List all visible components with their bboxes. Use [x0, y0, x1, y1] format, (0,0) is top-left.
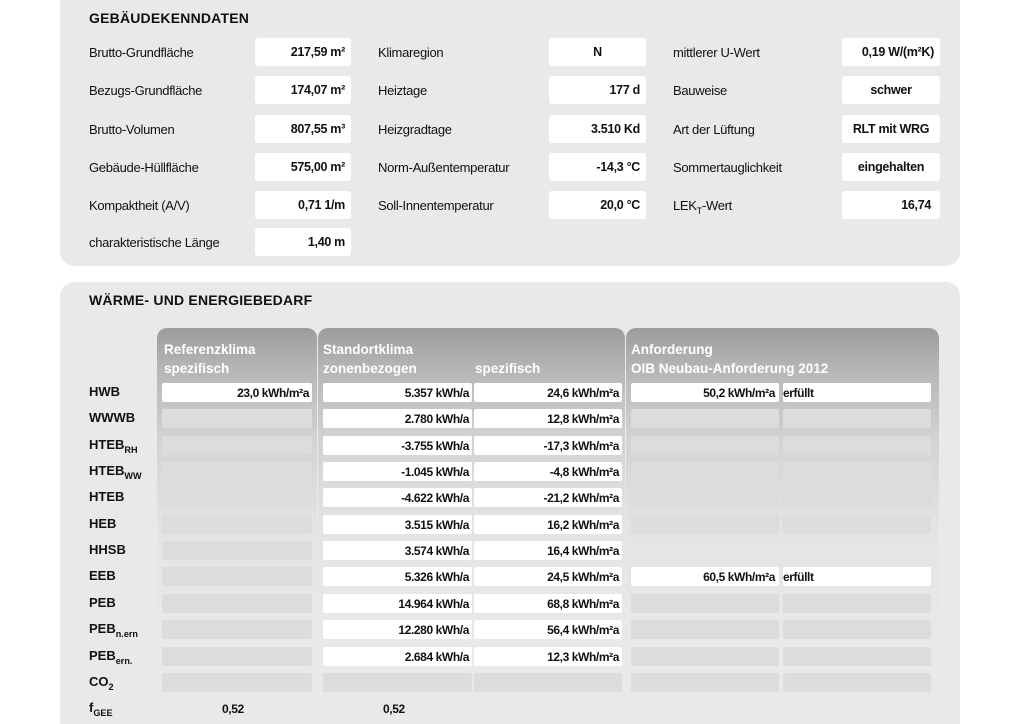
cell-anf: 50,2 kWh/m²a [631, 383, 779, 402]
cell-anf [631, 488, 779, 507]
field-value: -14,3 °C [549, 153, 646, 181]
cell-status [783, 594, 931, 613]
cell-anf [631, 436, 779, 455]
cell-anf [631, 541, 779, 560]
cell-anf [631, 594, 779, 613]
cell-status [783, 620, 931, 639]
anforderung-header [631, 340, 828, 378]
field-value: 177 d [549, 76, 646, 104]
row-label [89, 621, 138, 639]
cell-zon: -4.622 kWh/a [323, 488, 472, 507]
standort-header-line2a: zonenbezogen [323, 361, 417, 376]
field-value: 0,71 1/m [255, 191, 351, 219]
cell-status [783, 673, 931, 692]
cell-ref [162, 462, 312, 481]
field-value: 16,74 [842, 191, 940, 219]
cell-zon [323, 673, 472, 692]
cell-zon: 12.280 kWh/a [323, 620, 472, 639]
field-value: 0,19 W/(m²K) [842, 38, 940, 66]
cell-ref [162, 409, 312, 428]
row-label-sub: ern. [115, 656, 133, 666]
row-label-main: HWB [89, 384, 121, 399]
cell-status [783, 515, 931, 534]
cell-status [783, 699, 931, 718]
cell-status [783, 436, 931, 455]
row-label [89, 648, 133, 666]
cell-zon: 2.780 kWh/a [323, 409, 472, 428]
cell-ref [162, 620, 312, 639]
field-label: mittlerer U-Wert [673, 45, 760, 60]
cell-zon: 5.326 kWh/a [323, 567, 472, 586]
field-label: Brutto-Volumen [89, 122, 175, 137]
field-value: 174,07 m² [255, 76, 351, 104]
row-label-main: HTEB [89, 437, 125, 452]
field-label-tail: -Wert [701, 198, 732, 213]
row-label [89, 674, 114, 692]
cell-anf: 60,5 kWh/m²a [631, 567, 779, 586]
row-label-main: f [89, 700, 94, 715]
row-label [89, 437, 138, 455]
cell-anf [631, 462, 779, 481]
row-label-main: EEB [89, 568, 116, 583]
cell-spez: 24,6 kWh/m²a [474, 383, 622, 402]
cell-anf [631, 409, 779, 428]
field-label: Bezugs-Grundfläche [89, 83, 203, 98]
field-value: 20,0 °C [549, 191, 646, 219]
field-value: N [549, 38, 646, 66]
field-value: 1,40 m [255, 228, 351, 256]
cell-status [783, 462, 931, 481]
field-value: eingehalten [842, 153, 940, 181]
row-label-main: HTEB [89, 463, 125, 478]
referenz-header-line1: Referenzklima [164, 342, 256, 357]
cell-ref: 0,52 [222, 701, 244, 716]
anforderung-header-line1: Anforderung [631, 342, 713, 357]
referenz-header-line2: spezifisch [164, 361, 230, 376]
row-label-main: CO [89, 674, 109, 689]
cell-spez: 12,3 kWh/m²a [474, 647, 622, 666]
cell-zon: 2.684 kWh/a [323, 647, 472, 666]
cell-ref [162, 541, 312, 560]
field-value: schwer [842, 76, 940, 104]
field-value: 575,00 m² [255, 153, 351, 181]
cell-spez: 68,8 kWh/m²a [474, 594, 622, 613]
cell-ref: 23,0 kWh/m²a [162, 383, 312, 402]
field-label: charakteristische Länge [89, 235, 220, 250]
cell-spez: 56,4 kWh/m²a [474, 620, 622, 639]
cell-anf [631, 620, 779, 639]
field-label-main: LEK [673, 198, 697, 213]
row-label [89, 489, 124, 504]
cell-status [783, 647, 931, 666]
cell-spez: 16,2 kWh/m²a [474, 515, 622, 534]
cell-status: erfüllt [783, 383, 931, 402]
field-value: 217,59 m² [255, 38, 351, 66]
cell-status [783, 488, 931, 507]
cell-spez: -17,3 kWh/m²a [474, 436, 622, 455]
row-label-main: WWWB [89, 410, 136, 425]
row-label [89, 463, 142, 481]
row-label [89, 542, 126, 557]
field-value: 807,55 m³ [255, 115, 351, 143]
cell-status [783, 541, 931, 560]
cell-spez: -21,2 kWh/m²a [474, 488, 622, 507]
cell-spez [474, 699, 622, 718]
field-label: Kompaktheit (A/V) [89, 198, 190, 213]
row-label-sub: 2 [108, 682, 114, 692]
field-value: 3.510 Kd [549, 115, 646, 143]
row-label-main: HTEB [89, 489, 125, 504]
cell-ref [162, 436, 312, 455]
row-label-main: PEB [89, 648, 116, 663]
row-label-sub: n.ern [115, 629, 138, 639]
anforderung-header-line2: OIB Neubau-Anforderung 2012 [631, 361, 829, 376]
row-label [89, 516, 116, 531]
cell-zon: 3.574 kWh/a [323, 541, 472, 560]
cell-zon: 5.357 kWh/a [323, 383, 472, 402]
field-label: Heizgradtage [378, 122, 452, 137]
row-label-sub: RH [124, 445, 138, 455]
cell-zon: 0,52 [383, 701, 405, 716]
standort-header-line1: Standortklima [323, 342, 414, 357]
field-label: Gebäude-Hüllfläche [89, 160, 199, 175]
cell-spez [474, 673, 622, 692]
energiebedarf-title: WÄRME- UND ENERGIEBEDARF [89, 292, 313, 308]
cell-zon: 14.964 kWh/a [323, 594, 472, 613]
cell-spez: 12,8 kWh/m²a [474, 409, 622, 428]
cell-zon: -1.045 kWh/a [323, 462, 472, 481]
row-label [89, 595, 116, 610]
field-label [673, 198, 732, 216]
cell-zon: 3.515 kWh/a [323, 515, 472, 534]
gebaeudekenndaten-title: GEBÄUDEKENNDATEN [89, 10, 250, 26]
field-label: Heiztage [378, 83, 427, 98]
cell-anf [631, 647, 779, 666]
cell-anf [631, 699, 779, 718]
cell-ref [162, 647, 312, 666]
row-label-main: PEB [89, 621, 116, 636]
field-value: RLT mit WRG [842, 115, 940, 143]
field-label-sub: T [696, 206, 702, 216]
field-label: Soll-Innentemperatur [378, 198, 494, 213]
gebaeudekenndaten-panel [60, 0, 960, 266]
field-label: Sommertauglichkeit [673, 160, 782, 175]
standort-header [323, 340, 417, 378]
cell-status: erfüllt [783, 567, 931, 586]
cell-anf [631, 515, 779, 534]
row-label-main: PEB [89, 595, 116, 610]
row-label [89, 384, 120, 399]
row-label [89, 568, 116, 583]
row-label-sub: WW [124, 471, 142, 481]
cell-ref [162, 488, 312, 507]
row-label-main: HHSB [89, 542, 126, 557]
row-label-main: HEB [89, 516, 117, 531]
field-label: Norm-Außentemperatur [378, 160, 510, 175]
cell-spez: 24,5 kWh/m²a [474, 567, 622, 586]
field-label: Bauweise [673, 83, 727, 98]
cell-ref [162, 515, 312, 534]
referenz-header [164, 340, 256, 378]
field-label: Brutto-Grundfläche [89, 45, 194, 60]
cell-spez: 16,4 kWh/m²a [474, 541, 622, 560]
cell-zon: -3.755 kWh/a [323, 436, 472, 455]
cell-ref [162, 673, 312, 692]
cell-status [783, 409, 931, 428]
row-label [89, 410, 135, 425]
field-label: Klimaregion [378, 45, 444, 60]
cell-ref [162, 567, 312, 586]
cell-anf [631, 673, 779, 692]
row-label-sub: GEE [93, 708, 113, 718]
standort-spezifisch-header: spezifisch [475, 361, 541, 376]
row-label [89, 700, 113, 718]
field-label: Art der Lüftung [673, 122, 755, 137]
cell-spez: -4,8 kWh/m²a [474, 462, 622, 481]
cell-ref [162, 594, 312, 613]
